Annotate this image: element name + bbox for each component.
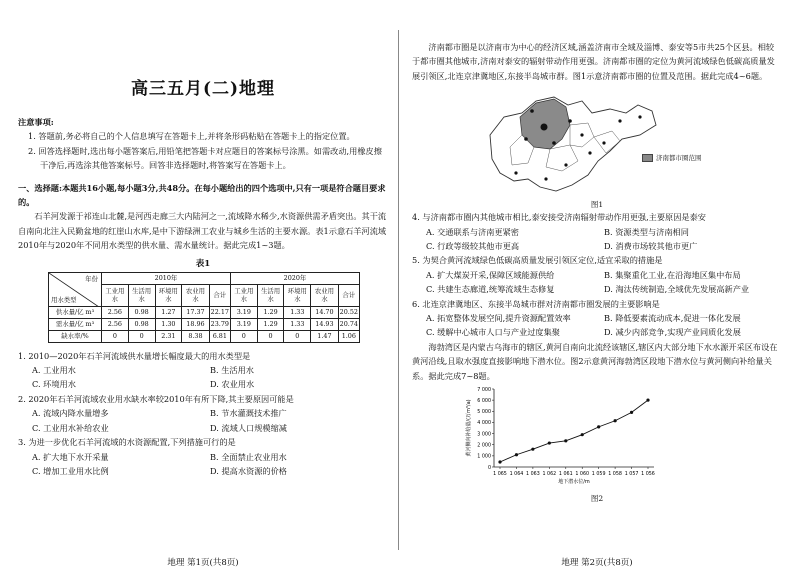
data-point xyxy=(564,439,567,442)
option-d[interactable]: D. 流域人口规模缩减 xyxy=(210,422,287,433)
cell: 0 xyxy=(257,330,284,342)
figure-2-caption: 图2 xyxy=(590,494,604,504)
passage-jinan: 济南都市圈是以济南市为中心的经济区域,涵盖济南市全域及淄博、泰安等5市共25个区县。相较于都市圈其他城市,济南对泰安的辐射带动作用更强。济南都市圈的定位为黄河流域绿色低碳高质量发展引领区,北连京津冀地区,东接半岛城市群。图1示意济南都市圈的位置及范围。据此完成4~6题。 xyxy=(412,42,775,81)
col-header: 生活用水 xyxy=(257,284,284,306)
option-a[interactable]: A. 交通联系与济南更紧密 xyxy=(426,226,519,237)
legend-label: 济南都市圈范围 xyxy=(656,154,702,162)
page-1-column xyxy=(18,0,388,579)
options-row xyxy=(412,268,782,282)
option-a[interactable]: A. 拓宽整体发展空间,提升资源配置效率 xyxy=(426,313,571,324)
cell: 0.98 xyxy=(128,306,155,318)
table-row xyxy=(49,318,360,330)
page-footer: 地理 第1页(共8页) xyxy=(167,558,239,568)
cell: 14.70 xyxy=(311,306,338,318)
x-tick-label: 1 057 xyxy=(624,472,639,478)
cell: 22.17 xyxy=(210,308,229,317)
option-c[interactable]: C. 行政等级较其他市更高 xyxy=(426,241,520,252)
options-row xyxy=(412,325,782,339)
cell: 0 xyxy=(230,330,257,342)
cell: 2.56 xyxy=(102,306,129,318)
option-b[interactable]: B. 集聚重化工业,在沿海地区集中布局 xyxy=(604,269,741,280)
notice-item-1: 1. 答题前,务必将自己的个人信息填写在答题卡上,并将条形码粘贴在答题卡上的指定位置。 xyxy=(28,131,355,142)
cell: 8.38 xyxy=(182,330,209,342)
cell: 2.56 xyxy=(102,318,129,330)
options-row xyxy=(18,377,388,391)
option-c[interactable]: C. 工业用水补给农业 xyxy=(32,422,109,433)
x-tick-label: 1 065 xyxy=(493,472,507,478)
figure-2-chart xyxy=(454,383,782,493)
col-header: 生活用水 xyxy=(128,284,155,306)
x-tick-label: 1 061 xyxy=(558,472,573,478)
option-d[interactable]: D. 提高水资源的价格 xyxy=(210,465,287,476)
options-row xyxy=(412,239,782,253)
page-2-column xyxy=(412,0,782,579)
data-point xyxy=(646,399,649,402)
row-label: 供水量/亿 m³ xyxy=(49,306,102,318)
question-2: 2. 2020年石羊河流域农业用水缺水率较2010年有所下降,其主要原因可能是 xyxy=(18,393,294,404)
column-divider xyxy=(398,30,399,550)
options-row xyxy=(18,450,388,464)
passage-haibowan: 海勃湾区是内蒙古乌海市的辖区,黄河自南向北流经该辖区,辖区内大部分地下水水源开采区布设在黄河沿线,且取水强度直接影响地下潜水位。图2示意黄河海勃湾区段地下潜水位与黄河侧向补给量关系。据此完成7~8题。 xyxy=(412,341,778,381)
option-b[interactable]: B. 节水灌溉技术推广 xyxy=(210,408,287,419)
option-c[interactable]: C. 缓解中心城市人口与产业过度集聚 xyxy=(426,327,560,338)
passage-shiyang-river: 石羊河发源于祁连山北麓,是河西走廊三大内陆河之一,流域降水稀少,水资源供需矛盾突出。其干流自南向北注入民勤盆地的红崖山水库,是中下游绿洲工农业与城乡生活的主要水源。表1示意石羊河流域2010年与2020年不同用水类型的供水量、需水量统计。据此完成1~3题。 xyxy=(18,211,387,251)
year-2010-header: 2010年 xyxy=(102,272,231,284)
table-caption: 表1 xyxy=(195,258,211,269)
water-use-table xyxy=(48,272,360,343)
exam-title: 高三五月(二)地理 xyxy=(130,79,276,99)
option-a[interactable]: A. 流域内降水量增多 xyxy=(32,408,109,419)
cell: 0 xyxy=(102,330,129,342)
line-chart xyxy=(454,383,664,489)
cell: 3.19 xyxy=(230,306,257,318)
question-3: 3. 为进一步优化石羊河流域的水资源配置,下列措施可行的是 xyxy=(18,437,236,448)
option-d[interactable]: D. 消费市场较其他市更广 xyxy=(604,241,698,252)
data-point xyxy=(597,425,600,428)
notice-heading: 注意事项: xyxy=(18,117,54,127)
question-1: 1. 2010—2020年石羊河流域供水量增长幅度最大的用水类型是 xyxy=(18,350,251,361)
cell: 3.19 xyxy=(230,318,257,330)
cell: 0.98 xyxy=(128,318,155,330)
option-b[interactable]: B. 降低要素流动成本,促进一体化发展 xyxy=(604,313,741,324)
question-5: 5. 为契合黄河流域绿色低碳高质量发展引领区定位,适宜采取的措施是 xyxy=(412,255,663,266)
options-row xyxy=(412,311,782,325)
x-tick-label: 1 056 xyxy=(641,472,655,478)
y-tick-label: 5 000 xyxy=(477,410,491,416)
cell: 6.81 xyxy=(209,330,230,342)
cell: 1.33 xyxy=(284,318,311,330)
cell: 1.47 xyxy=(311,330,338,342)
figure-1-caption: 图1 xyxy=(590,200,604,210)
data-point xyxy=(498,460,501,463)
cell: 1.27 xyxy=(155,306,182,318)
options-row xyxy=(18,421,388,435)
option-d[interactable]: D. 减少内部竞争,实现产业同质化发展 xyxy=(604,327,741,338)
y-tick-label: 3 000 xyxy=(477,432,491,438)
series-line xyxy=(500,400,648,462)
option-a[interactable]: A. 工业用水 xyxy=(32,365,76,376)
cell: 20.52 xyxy=(339,308,358,317)
data-point xyxy=(630,411,633,414)
question-block xyxy=(412,210,782,340)
option-d[interactable]: D. 农业用水 xyxy=(210,379,255,390)
data-point xyxy=(531,448,534,451)
cell: 1.06 xyxy=(338,330,359,342)
table-corner-cell xyxy=(49,272,102,306)
options-row xyxy=(18,406,388,420)
option-c[interactable]: C. 共建生态廊道,统筹流域生态修复 xyxy=(426,284,555,295)
notice-item-2: 2. 回答选择题时,选出每小题答案后,用铅笔把答题卡对应题目的答案标号涂黑。如需改动,用橡皮擦干净后,再选涂其他答案标号。回答非选择题时,将答案写在答题卡上。 xyxy=(28,145,382,171)
y-tick-label: 1 000 xyxy=(477,454,491,460)
data-point xyxy=(548,442,551,445)
x-tick-label: 1 058 xyxy=(608,472,622,478)
x-tick-label: 1 064 xyxy=(509,472,524,478)
data-point xyxy=(614,419,617,422)
options-row xyxy=(18,363,388,377)
shandong-map-graphic xyxy=(470,87,660,199)
section-1-heading: 一、选择题:本题共16小题,每小题3分,共48分。在每小题给出的四个选项中,只有一项是符合题目要求的。 xyxy=(18,182,386,208)
question-6: 6. 北连京津冀地区、东接半岛城市群对济南都市圈发展的主要影响是 xyxy=(412,298,660,309)
cell: 20.74 xyxy=(339,320,358,329)
cell: 1.33 xyxy=(284,306,311,318)
row-label: 需水量/亿 m³ xyxy=(49,318,102,330)
cell: 14.93 xyxy=(311,318,338,330)
cell: 1.30 xyxy=(155,318,182,330)
x-axis-label: 地下潜水位/m xyxy=(558,479,590,486)
x-tick-label: 1 062 xyxy=(542,472,557,478)
options-row xyxy=(412,282,782,296)
cell: 23.79 xyxy=(210,320,229,329)
corner-year-label: 年份 xyxy=(85,274,98,283)
cell: 1.29 xyxy=(257,306,284,318)
y-axis-label: 黄河侧向补给量/(万m³/a) xyxy=(466,399,472,457)
cell: 2.31 xyxy=(155,330,182,342)
map-legend xyxy=(642,153,702,162)
y-tick-label: 2 000 xyxy=(477,443,491,449)
col-header: 农业用水 xyxy=(182,284,209,306)
data-point xyxy=(515,453,518,456)
cell: 0 xyxy=(284,330,311,342)
option-b[interactable]: B. 资源类型与济南相同 xyxy=(604,226,689,237)
row-label: 缺水率/% xyxy=(49,330,102,342)
options-row xyxy=(412,225,782,239)
col-header: 工业用水 xyxy=(102,284,129,306)
x-tick-label: 1 060 xyxy=(575,472,590,478)
option-b[interactable]: B. 生活用水 xyxy=(210,365,254,376)
col-header: 环境用水 xyxy=(155,284,182,306)
y-tick-label: 6 000 xyxy=(477,399,491,405)
table-row xyxy=(49,306,360,318)
y-tick-label: 4 000 xyxy=(477,421,491,427)
option-b[interactable]: B. 全面禁止农业用水 xyxy=(210,451,287,462)
x-tick-label: 1 059 xyxy=(591,472,606,478)
option-d[interactable]: D. 淘汰传统制造,全域优先发展高新产业 xyxy=(604,284,750,295)
cell: 1.29 xyxy=(257,318,284,330)
question-block xyxy=(18,349,388,479)
option-a[interactable]: A. 扩大地下水开采量 xyxy=(32,451,109,462)
cell: 18.96 xyxy=(182,318,209,330)
option-a[interactable]: A. 扩大煤炭开采,保障区域能源供给 xyxy=(426,269,555,280)
legend-swatch xyxy=(642,154,653,162)
corner-type-label: 用水类型 xyxy=(51,295,77,304)
y-tick-label: 7 000 xyxy=(477,387,491,393)
page-footer: 地理 第2页(共8页) xyxy=(561,558,633,568)
option-c[interactable]: C. 增加工业用水比例 xyxy=(32,465,109,476)
cell: 0 xyxy=(128,330,155,342)
option-c[interactable]: C. 环境用水 xyxy=(32,379,76,390)
table-row xyxy=(49,330,360,342)
cell: 17.37 xyxy=(182,306,209,318)
col-header: 农业用水 xyxy=(311,284,338,306)
options-row xyxy=(18,464,388,478)
col-header: 环境用水 xyxy=(284,284,311,306)
question-4: 4. 与济南都市圈内其他城市相比,泰安接受济南辐射带动作用更强,主要原因是泰安 xyxy=(412,212,706,223)
jinan-metro-map xyxy=(470,87,660,199)
x-tick-label: 1 063 xyxy=(526,472,540,478)
data-point xyxy=(581,433,584,436)
col-header: 合计 xyxy=(209,284,230,306)
y-tick-label: 0 xyxy=(487,465,491,471)
year-2020-header: 2020年 xyxy=(230,272,359,284)
col-header: 合计 xyxy=(338,284,359,306)
col-header: 工业用水 xyxy=(230,284,257,306)
